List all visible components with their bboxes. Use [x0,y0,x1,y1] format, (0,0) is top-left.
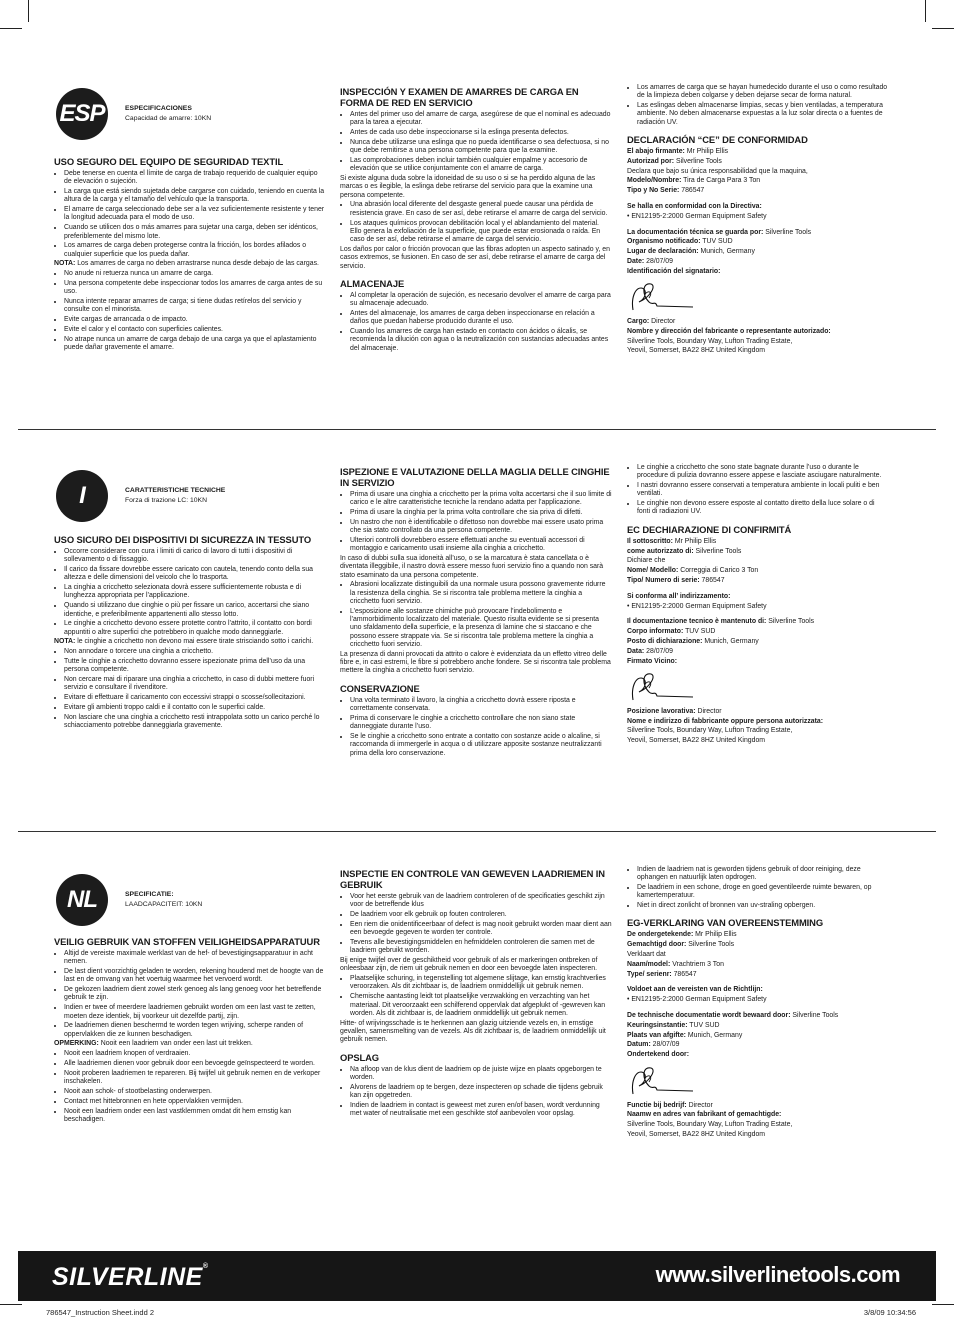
list-item: • Una abrasión local diferente del desgaste general puede causar una pérdida de resistencia grave. En caso de ser así, debe retirarse el amarre de carga del servicio. [350,201,612,218]
footer-bar [18,1251,936,1301]
note: OPMERKING: Nooit een laadriem van onder een last uit trekken. [54,1040,253,1048]
bullet-list [340,975,612,1018]
section-heading: ALMACENAJE [340,277,405,289]
list-item: • Evitare di effettuare il caricamento con eccessivi strappi o scosse/sollecitazioni. [64,694,326,702]
section-heading: DECLARACIÓN “CE” DE CONFORMIDAD [627,133,808,145]
spec-label: SPECIFICATIE: [125,891,174,898]
language-badge: NL [56,874,108,926]
list-item: • Prima di usare una cinghia a cricchetto per la prima volta accertarsi che il suo limite di carico e le altre caratteristiche tecniche la rendano adatta per l’applicazione. [350,491,612,508]
list-item: • Non annodare o torcere una cinghia a cricchetto. [64,648,326,656]
list-item: • Abrasioni localizzate distinguibili da una normale usura possono gravemente ridurre la resistenza della cinghia. Se si riscontra tale problema mettere la cinghia a cricchetto fuori servizio. [350,581,612,606]
bullet-list [54,170,326,259]
bullet-list [340,893,612,956]
list-item: • Los amarres de carga que se hayan humedecido durante el uso o como resultado de la limpieza deben colgarse y deben dejarse secar de forma natural. [637,84,889,101]
bullet-list [340,201,612,244]
list-item: • Antes del primer uso del amarre de carga, asegúrese de que el nominal es adecuado para la tarea a ejecutar. [350,111,612,128]
column-inspection [340,86,612,354]
list-item: • Prima di conservare le cinghie a cricchetto controllare che non siano state danneggiate durante l’uso. [350,715,612,732]
silverline-logo: SILVERLINE® [52,1263,209,1291]
bullet-list [340,491,612,554]
language-badge: ESP [56,88,108,140]
list-item: • De last dient voorzichtig geladen te worden, rekening houdend met de hoogte van de last en de omvang van het voertuig waarmee het vervoerd wordt. [64,968,326,985]
column-safe-use [54,936,326,1126]
bullet-list [54,950,326,1039]
column-declaration [627,84,889,357]
list-item: • Las comprobaciones deben incluir también cualquier empalme y accesorio de elevación que se utilice conjuntamente con el amarre de carga. [350,157,612,174]
list-item: • Indien de laadriem nat is geworden tijdens gebruik of door reiniging, deze ophangen en natuurlijk laten opdrogen. [637,866,889,883]
signature-image [627,280,697,316]
list-item: • Alle laadriemen dienen voor gebruik door een bevoegde geïnspecteerd te worden. [64,1060,326,1068]
section-spanish [0,0,954,430]
list-item: • Tevens alle bevestigingsmiddelen en hefmiddelen controleren die samen met de laadriem gebruikt worden. [350,939,612,956]
list-item: • Los amarres de carga deben protegerse contra la fricción, los bordes afilados o cualquier superficie que los pueda dañar. [64,242,326,259]
list-item: • Le cinghie a cricchetto che sono state bagnate durante l’uso o durante le procedure di pulizia dovranno essere appese e lasciate asciugare naturalmente. [637,464,889,481]
signature-image [627,1064,697,1100]
section-heading: EC DECHIARAZIONE DI CONFIRMITÁ [627,523,792,535]
section-heading: USO SEGURO DEL EQUIPO DE SEGURIDAD TEXTIL [54,156,284,167]
section-heading: CONSERVAZIONE [340,682,420,694]
declaration: El abajo firmante: Mr Philip Ellis Autorizad por: Silverline Tools Declara que bajo su única responsabilidad que la maquina, Modelo/Nombre: Tira de Carga Para 3 Ton Tipo y No Serie: 786547 Se halla en conformidad con la Directiva: • EN12195-2:2000 German Equipment Safety La documentación técnica se guarda por: Silverline Tools Organismo notificado: TUV SUD Lugar de declaración: Munich, Germany Date: 28/07/09 Identificación del signatario: Cargo: Director Nombre y dirección del fabricante o representante autorizado: Silverline Tools, Boundary Way, Lufton Trading Estate, Yeovil, Somerset, BA22 8HZ United Kingdom [627,147,831,355]
timestamp: 3/8/09 10:34:56 [863,1308,916,1317]
column-safe-use [54,534,326,732]
list-item: • Occorre considerare con cura i limiti di carico di lavoro di tutti i dispositivi di sollevamento o di fissaggio. [64,548,326,565]
paragraph: Bij enige twijfel over de geschiktheid voor gebruik of als er markeringen ontbreken of onleesbaar zijn, de riem uit gebruik nemen en door een bevoegde laten inspecteren. [340,957,598,973]
bullet-list [627,866,889,910]
list-item: • No anude ni retuerza nunca un amarre de carga. [64,270,326,278]
list-item: • Plaatselijke schuring, in tegenstelling tot algemene slijtage, kan ernstig krachtverlies veroorzaken. Als dit zichtbaar is, de laadriem onmiddellijk uit gebruik nemen. [350,975,612,992]
list-item: • Nooit een laadriem knopen of verdraaien. [64,1050,326,1058]
list-item: • Non cercare mai di riparare una cinghia a cricchetto, in caso di dubbi mettere fuori servizio e consultare il rivenditore. [64,676,326,693]
section-heading: OPSLAG [340,1051,379,1063]
list-item: • Antes del almacenaje, los amarres de carga deben inspeccionarse en relación a daños que puedan haberse producido durante el uso. [350,310,612,327]
section-heading: EG-VERKLARING VAN OVEREENSTEMMING [627,917,824,929]
column-inspection [340,868,612,1120]
list-item: • Alvorens de laadriem op te bergen, deze inspecteren op schade die tijdens gebruik kan zijn opgetreden. [350,1084,612,1101]
list-item: • Le cinghie a cricchetto devono essere protette contro l’attrito, il contatto con bordi appuntiti o altre superfici che potrebbero in qualche modo danneggiarle. [64,620,326,637]
section-italian [0,382,954,812]
list-item: • De laadriemen dienen beschermd te worden tegen wrijving, scherpe randen of oppervlakken die ze kunnen beschadigen. [64,1022,326,1039]
language-badge: I [56,470,108,522]
list-item: • Le cinghie non devono essere esposte al contatto diretto della luce solare o di fonti di radiazioni UV. [637,500,889,517]
list-item: • Nooit aan schok- of stootbelasting onderwerpen. [64,1088,326,1096]
list-item: • Prima di usare la cinghia per la prima volta controllare che sia priva di difetti. [350,509,612,517]
list-item: • Se le cinghie a cricchetto sono entrate a contatto con sostanze acide o alcaline, si raccomanda di immergerle in acqua o di utilizzare apposite sostanze neutralizzanti prima della loro conservazione. [350,733,612,758]
note: NOTA: le cinghie a cricchetto non devono mai essere tirate strisciando sotto i carichi. [54,638,314,646]
bullet-list [340,292,612,353]
list-item: • Una persona competente debe inspeccionar todos los amarres de carga antes de su uso. [64,280,326,297]
list-item: • El amarre de carga seleccionado debe ser a la vez suficientemente resistente y tener la longitud adecuada para el modo de uso. [64,206,326,223]
crop-mark [932,1304,954,1305]
bullet-list [340,581,612,649]
list-item: • Voor het eerste gebruik van de laadriem controleren of de specificaties geschikt zijn voor de betreffende klus [350,893,612,910]
section-heading: ISPEZIONE E VALUTAZIONE DELLA MAGLIA DELLE CINGHIE IN SERVIZIO [340,466,610,488]
specifications [125,104,211,124]
website-url[interactable]: www.silverlinetools.com [655,1262,900,1287]
declaration: Il sottoscritto: Mr Philip Ellis come autorizzato di: Silverline Tools Dichiare che Nome/ Modello: Correggia di Carico 3 Ton Tipo/ Numero di serie: 786547 Si conforma all’ indirizzamento: • EN12195-2:2000 German Equipment Safety Il documentazione tecnico è mantenuto di: Silverline Tools Corpo informato: TUV SUD Posto di dichiarazione: Munich, Germany Data: 28/07/09 Firmato Vicino: Posizione lavorativa: Director Nome e indirizzo di fabbricante oppure persona autorizzata: Silverline Tools, Boundary Way, Lufton Trading Estate, Yeovil, Somerset, BA22 8HZ United Kingdom [627,537,824,745]
bullet-list [340,1066,612,1119]
list-item: • Antes de cada uso debe inspeccionarse si la eslinga presenta defectos. [350,129,612,137]
signature-image [627,670,697,706]
list-item: • L’esposizione alle sostanze chimiche può provocare l’indebolimento e l’ammorbidimento localizzato del materiale. Questo risulta evidente se si presenta uno sfaldamento della superficie, e la presenza di lamine che si staccano e che possono essere strappate via. Se si riscontra tale problema mettere la cinghia a cricchetto fuori servizio. [350,608,612,649]
bullet-list [340,111,612,174]
bullet-list [54,648,326,730]
list-item: • Tutte le cinghie a cricchetto dovranno essere ispezionate prima dell’uso da una persona competente. [64,658,326,675]
bullet-list [54,1050,326,1124]
specifications [125,486,225,506]
list-item: • Na afloop van de klus dient de laadriem op de juiste wijze en plaats opgeborgen te worden. [350,1066,612,1083]
list-item: • Cuando se utilicen dos o más amarres para sujetar una carga, deben ser idénticos, preferiblemente del mismo lote. [64,224,326,241]
list-item: • Indien er twee of meerdere laadriemen gebruikt worden om een last vast te zetten, moeten deze identiek, bij voorkeur uit dezelfde partij, zijn. [64,1004,326,1021]
list-item: • No atrape nunca un amarre de carga debajo de una carga ya que el aplastamiento puede dañar gravemente el amarre. [64,336,326,353]
spec-value: Forza di trazione LC: 10KN [125,497,207,504]
list-item: • De gekozen laadriem dient zowel sterk genoeg als lang genoeg voor het betreffende gebruik te zijn. [64,986,326,1003]
crop-mark [0,1304,22,1305]
list-item: • Una volta terminato il lavoro, la cinghia a cricchetto dovrà essere riposta e correttamente conservata. [350,697,612,714]
list-item: • Quando si utilizzano due cinghie o più per fissare un carico, accertarsi che siano identiche, e preferibilmente appartenenti allo stesso lotto. [64,602,326,619]
list-item: • Altijd de vereiste maximale werklast van de hef- of bevestigingsapparatuur in acht nemen. [64,950,326,967]
list-item: • Il carico da fissare dovrebbe essere caricato con cautela, tenendo conto della sua altezza e delle dimensioni del veicolo che lo trasporta. [64,566,326,583]
file-info: 786547_Instruction Sheet.indd 2 [46,1308,154,1317]
column-declaration [627,464,889,747]
list-item: • De laadriem voor elk gebruik op fouten controleren. [350,911,612,919]
list-item: • Chemische aantasting leidt tot plaatselijke verzwakking en verzachting van het materiaal. Dit veroorzaakt een schilferend oppervlak dat afgeplukt of -gewreven kan worden. Als dit zichtbaar is, de laadriem onmiddellijk uit gebruik nemen. [350,993,612,1018]
spec-value: LAADCAPACITEIT: 10KN [125,901,203,908]
spec-value: Capacidad de amarre: 10KN [125,115,212,122]
list-item: • Un nastro che non è identificabile o difettoso non dovrebbe mai essere usato prima che sia stato controllato da una persona competente. [350,519,612,536]
list-item: • Een riem die onidentificeerbaar of defect is mag nooit gebruikt worden maar dient aan een bevoegde gegeven te worden ter controle. [350,921,612,938]
list-item: • Los ataques químicos provocan debilitación local y el ablandamiento del material. Ello genera la exfoliación de la superficie, que puede estar erosionada o raída. En caso de ser así, debe retirarse el amarre de carga del servicio. [350,220,612,245]
list-item: • Nooit een laadriem onder een last vastklemmen omdat dit hem ernstig kan beschadigen. [64,1108,326,1125]
bullet-list [54,270,326,352]
paragraph: Los daños por calor o fricción provocan que las fibras adopten un aspecto satinado y, en casos extremos, se fusionen. En caso de ser así, debe retirarse el amarre de carga del servicio. [340,245,610,270]
list-item: • Nunca debe utilizarse una eslinga que no pueda identificarse o sea defectuosa, si no que debe remitirse a una persona competente para que la examine. [350,139,612,156]
section-dutch [0,786,954,1226]
list-item: • Niet in direct zonlicht of bronnen van uv-straling opbergen. [637,902,889,910]
list-item: • Cuando los amarres de carga han estado en contacto con ácidos o álcalis, se recomienda la dilución con agua o la neutralización con sustancias adecuadas antes del almacenaje. [350,328,612,353]
list-item: • Debe tenerse en cuenta el límite de carga de trabajo requerido de cualquier equipo de elevación o sujeción. [64,170,326,187]
list-item: • Al completar la operación de sujeción, es necesario devolver el amarre de carga para su almacenaje adecuado. [350,292,612,309]
list-item: • Evite cargas de arrancada o de impacto. [64,316,326,324]
declaration: De ondergetekende: Mr Philip Ellis Gemachtigd door: Silverline Tools Verklaart dat Naam/model: Vrachtriem 3 Ton Type/ serienr: 786547 Voldoet aan de vereisten van de Richtlijn: • EN12195-2:2000 German Equipment Safety De technische documentatie wordt bewaard door: Silverline Tools Keuringsinstantie: TUV SUD Plaats van afgifte: Munich, Germany Datum: 28/07/09 Ondertekend door: Functie bij bedrijf: Director Naamw en adres van fabrikant of gemachtigde: Silverline Tools, Boundary Way, Lufton Trading Estate, Yeovil, Somerset, BA22 8HZ United Kingdom [627,931,839,1138]
bullet-list [627,84,889,127]
bullet-list [627,464,889,517]
spec-label: ESPECIFICACIONES [125,105,192,112]
list-item: • La carga que está siendo sujetada debe cargarse con cuidado, teniendo en cuenta la altura de la carga y el tamaño del vehículo que la transporta. [64,188,326,205]
section-heading: USO SICURO DEI DISPOSITIVI DI SICUREZZA IN TESSUTO [54,534,312,545]
spec-label: CARATTERISTICHE TECNICHE [125,487,226,494]
list-item: • Evite el calor y el contacto con superficies calientes. [64,326,326,334]
bullet-list [340,697,612,758]
paragraph: La presenza di danni provocati da attrito o calore è evidenziata da un effetto vitreo delle fibre e, in casi estremi, le fibre si potrebbero anche fondere. Se si riscontra tale problema mettere la cinghia a cricchetto fuori servizio. [340,650,611,675]
section-heading: INSPECCIÓN Y EXAMEN DE AMARRES DE CARGA EN FORMA DE RED EN SERVICIO [340,86,579,108]
list-item: • Nunca intente reparar amarres de carga; si tiene dudas retírelos del servicio y consulte con el minorista. [64,298,326,315]
section-heading: INSPECTIE EN CONTROLE VAN GEWEVEN LAADRIEMEN IN GEBRUIK [340,868,605,890]
list-item: • Las eslingas deben almacenarse limpias, secas y bien ventiladas, a temperatura ambiente. No deben almacenarse expuestas a la luz solar directa o a fuentes de radiación UV. [637,102,889,127]
bullet-list [54,548,326,637]
specifications [125,890,202,910]
paragraph: Si existe alguna duda sobre la idoneidad de su uso o si se ha perdido alguna de las marcas o es ilegible, la eslinga debe retirarse del servicio para que la examine una persona competente. [340,175,596,199]
section-heading: VEILIG GEBRUIK VAN STOFFEN VEILIGHEIDSAPPARATUUR [54,936,320,947]
list-item: • Evitare gli ambienti troppo caldi e il contatto con le superfici calde. [64,704,326,712]
column-declaration [627,866,889,1141]
list-item: • Ulteriori controlli dovrebbero essere effettuati anche su eventuali accessori di montaggio e caricamento usati insieme alla cinghia a cricchetto. [350,537,612,554]
list-item: • Indien de laadriem in contact is geweest met zuren en/of basen, wordt verdunning met water of neutralisatie met een geschikte stof aanbevolen voor opslag. [350,1102,612,1119]
paragraph: In caso di dubbi sulla sua idoneità all’uso, o se la marcatura è stata cancellata o è diventata illeggibile, il nastro dovrà essere messo fuori servizio fino a quando non sarà stato esaminato da una persona competente. [340,555,604,579]
list-item: • Contact met hittebronnen en hete oppervlakken vermijden. [64,1098,326,1106]
column-safe-use [54,156,326,354]
list-item: • De laadriem in een schone, droge en goed geventileerde ruimte bewaren, op kamertemperatuur. [637,884,889,901]
column-inspection [340,466,612,759]
note: NOTA: Los amarres de carga no deben arrastrarse nunca desde debajo de las cargas. [54,260,319,268]
list-item: • I nastri dovranno essere conservati a temperatura ambiente in locali puliti e ben ventilati. [637,482,889,499]
list-item: • Non lasciare che una cinghia a cricchetto resti intrappolata sotto un carico perché lo schiacciamento potrebbe danneggiarla gravemente. [64,714,326,731]
list-item: • La cinghia a cricchetto selezionata dovrà essere sufficientemente robusta e di lunghezza appropriata per l’applicazione. [64,584,326,601]
list-item: • Nooit proberen laadriemen te repareren. Bij twijfel uit gebruik nemen en de verkoper inschakelen. [64,1070,326,1087]
paragraph: Hitte- of wrijvingsschade is te herkennen aan glazig uitziende vezels en, in ernstige gevallen, samensmelting van de vezels. Als dit zichtbaar is, de laadriem onmiddellijk uit gebruik nemen. [340,1019,606,1044]
